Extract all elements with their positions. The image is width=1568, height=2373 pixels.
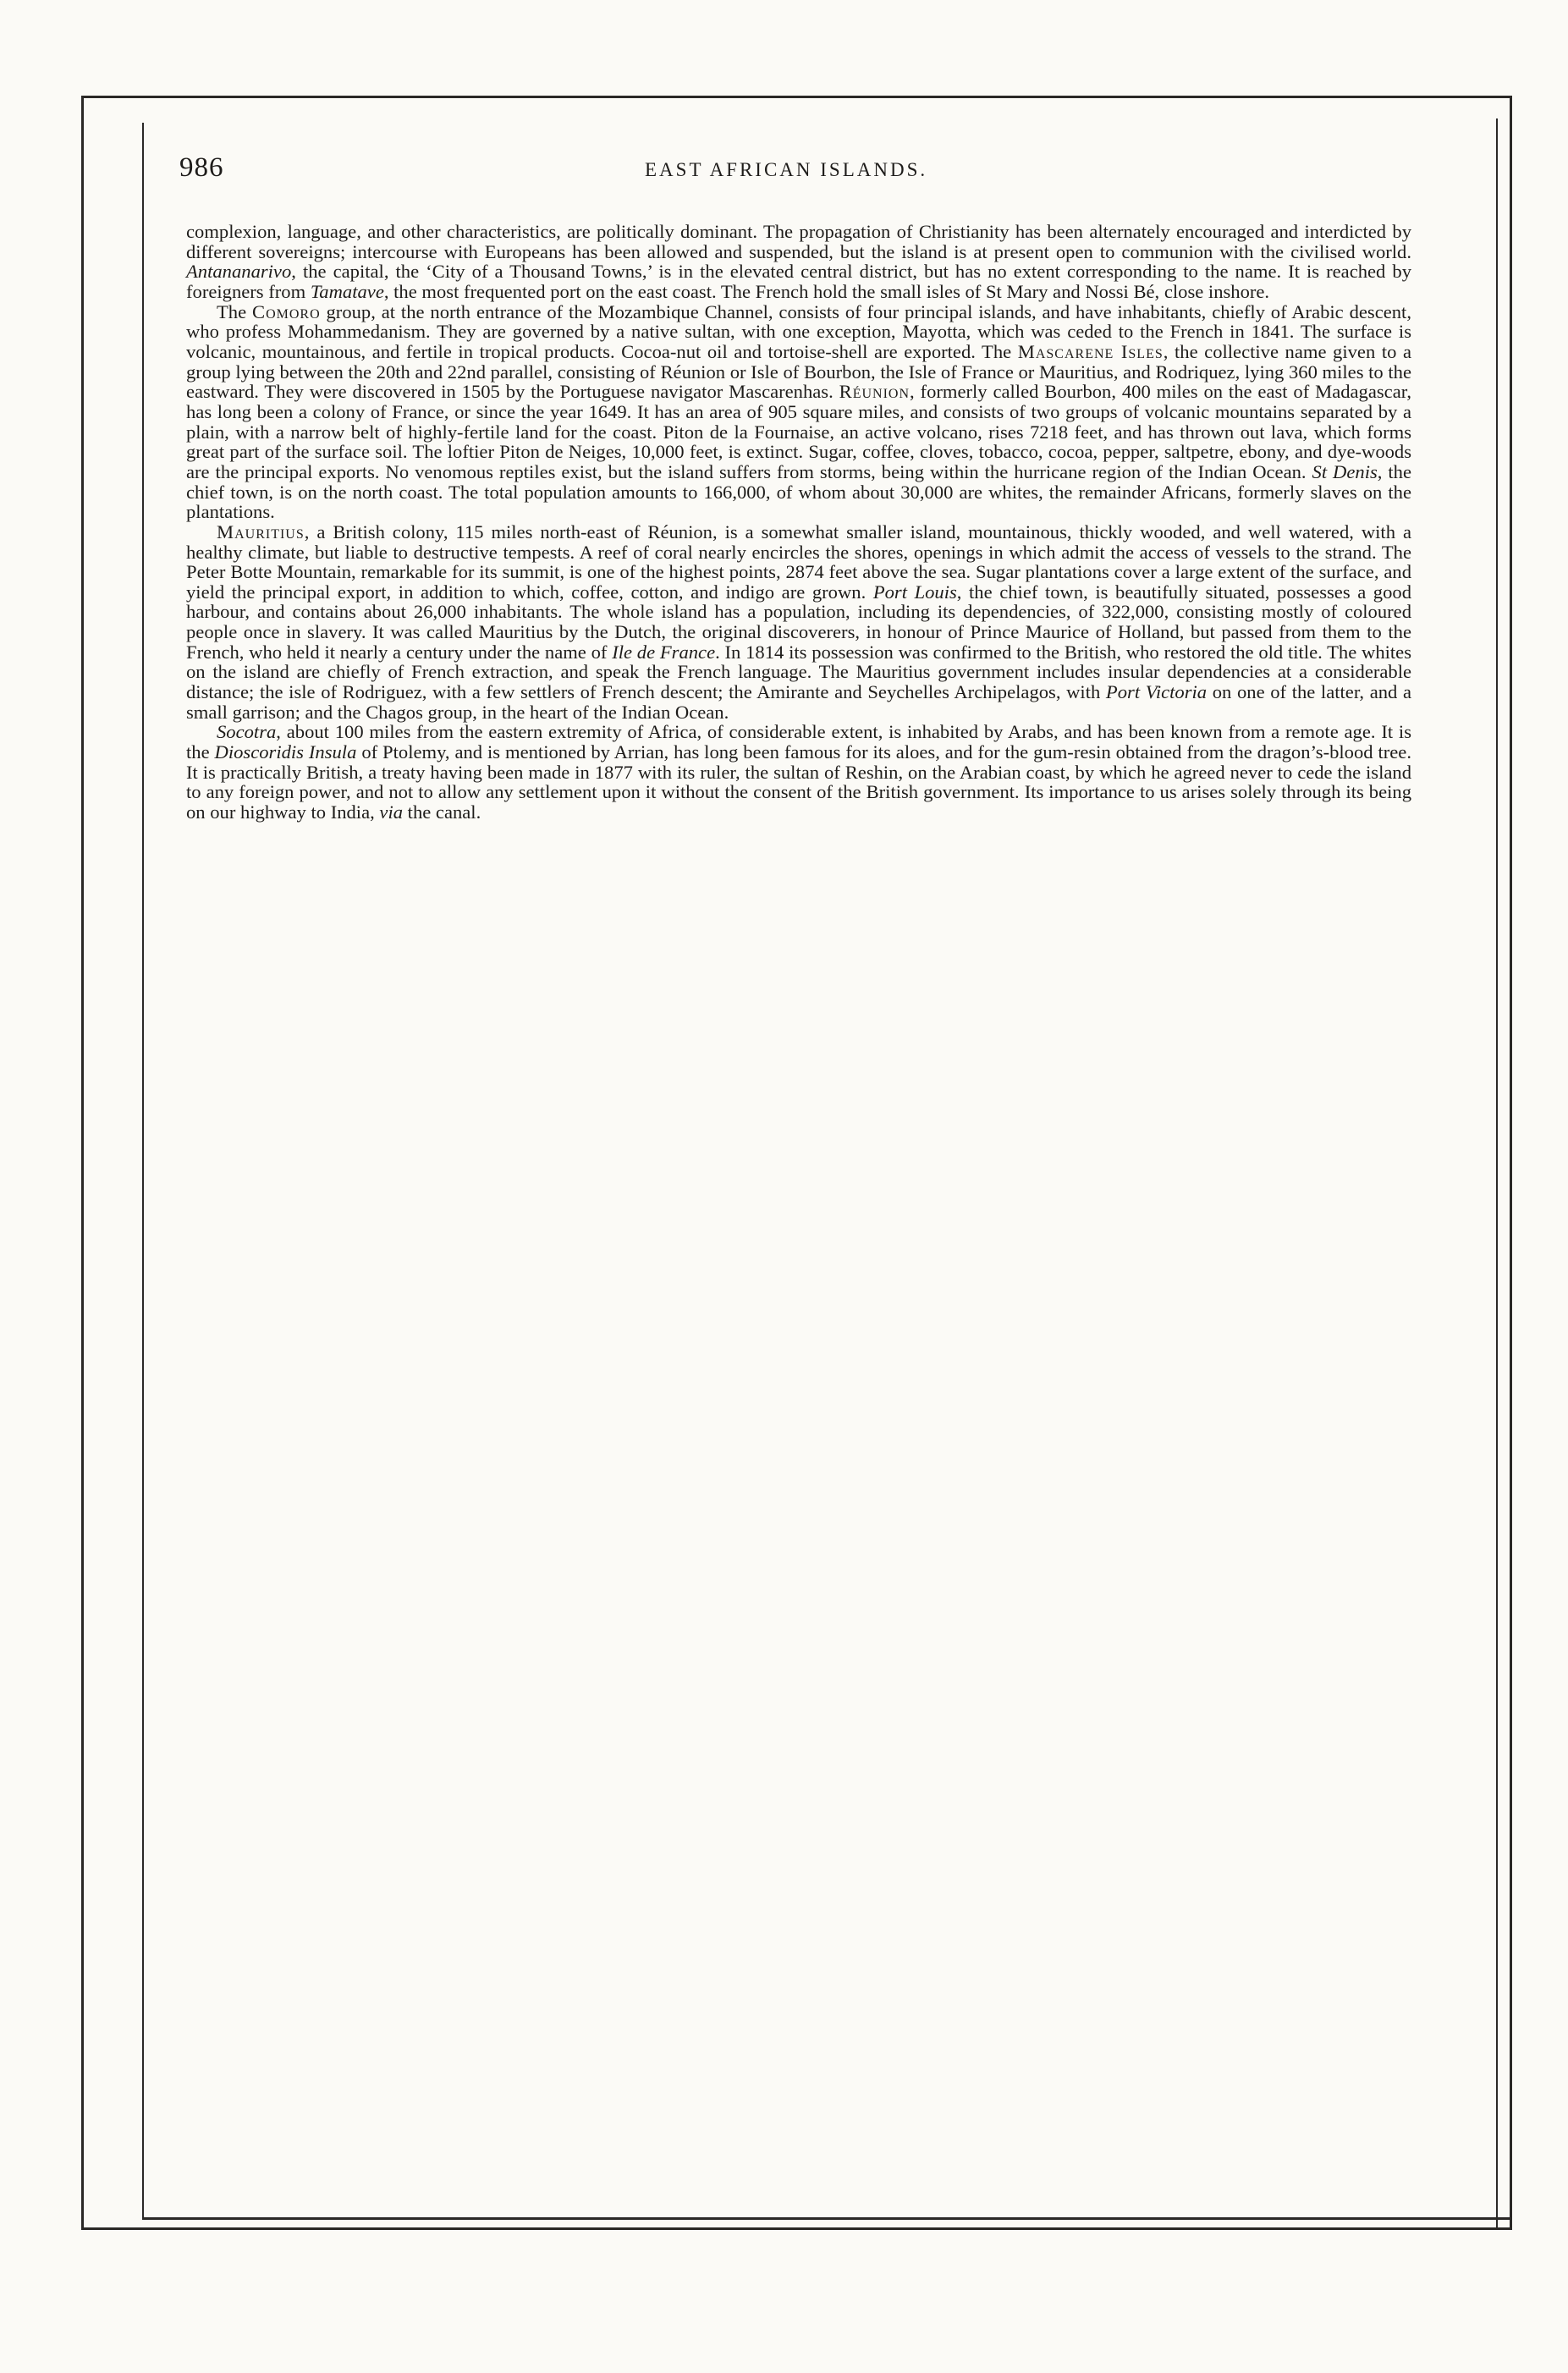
- place-name-dioscoridis-insula: Dioscoridis Insula: [214, 741, 357, 763]
- text-run: . In 1814 its possession was confirmed to the British, who restored the old title. The whites on the island are chiefly of French extraction, and speak the French language. The Mauritius government includes insular dependencies at a considerable distance; the isle of Rodriguez, with a few settlers of French descent; the Amirante and Seychelles Archipelagos, with: [186, 641, 1411, 703]
- place-name-tamatave: Tamatave: [310, 280, 384, 302]
- text-run: , the capital, the ‘City of a Thousand Towns,’ is in the elevated central district, but has no extent corresponding to the name. It is reached by foreigners from: [186, 261, 1411, 302]
- place-name-port-louis: Port Louis: [872, 581, 957, 603]
- page-border-right-rule: [1496, 118, 1498, 2230]
- place-name-ile-de-france: Ile de France: [612, 641, 716, 663]
- heading-comoro: Comoro: [252, 300, 321, 322]
- heading-reunion: Réunion: [839, 381, 911, 403]
- text-run: group, at the north entrance of the Mozambique Channel, consists of four principal islands, and have inhabitants, chiefly of Arabic descent, who profess Mohammedanism. They are governed by a native sultan, with one exception, Mayotta, which was ceded to the French in 1841. The surface is volcanic, mountainous, and fertile in tropical products. Cocoa-nut oil and tortoise-shell are exported. The: [186, 300, 1411, 362]
- text-run: , the most frequented port on the east coast. The French hold the small isles of St Mary and Nossi Bé, close inshore.: [383, 280, 1270, 302]
- text-run: , the chief town, is on the north coast. The total population amounts to 166,000, of whom about 30,000 are whites, the remainder Africans, formerly slaves on the plantations.: [186, 460, 1411, 523]
- body-text: [186, 222, 1411, 823]
- page-header: [179, 152, 1449, 195]
- word-via: via: [379, 801, 404, 823]
- paragraph-comoro-mascarene: [186, 302, 1411, 522]
- text-run: the canal.: [403, 801, 481, 823]
- text-run: , the chief town, is beautifully situated, possesses a good harbour, and contains about 26,000 inhabitants. The whole island has a population, including its dependencies, of 322,000, consisting mostly of coloured people once in slavery. It was called Mauritius by the Dutch, the original discoverers, in honour of Prince Maurice of Holland, but passed from them to the French, who held it nearly a century under the name of: [186, 581, 1411, 663]
- heading-mascarene-isles: Mascarene Isles: [1017, 340, 1164, 362]
- heading-mauritius: Mauritius: [217, 520, 305, 542]
- text-run: , the collective name given to a group lying between the 20th and 22nd parallel, consisting of Réunion or Isle of Bourbon, the Isle of France or Mauritius, and Rodriquez, lying 360 miles to the eastward. They were discovered in 1505 by the Portuguese navigator Mascarenhas.: [186, 340, 1412, 403]
- text-run: complexion, language, and other characteristics, are politically dominant. The propagation of Christianity has been alternately encouraged and interdicted by different sovereigns; intercourse with Europeans has been allowed and suspended, but the island is at present open to communion with the civilised world.: [186, 221, 1411, 262]
- text-run: on one of the latter, and a small garrison; and the Chagos group, in the heart of the Indian Ocean.: [186, 681, 1412, 723]
- place-name-port-victoria: Port Victoria: [1105, 681, 1208, 703]
- text-run: , a British colony, 115 miles north-east of Réunion, is a somewhat smaller island, mountainous, thickly wooded, and well watered, with a healthy climate, but liable to destructive tempests. A reef of coral nearly encircles the shores, openings in which admit the access of vessels to the strand. The Peter Botte Mountain, remarkable for its summit, is one of the highest points, 2874 feet above the sea. Sugar plantations cover a large extent of the surface, and yield the principal export, in addition to which, coffee, cotton, and indigo are grown.: [186, 520, 1411, 603]
- place-name-antananarivo: Antananarivo: [186, 261, 292, 283]
- paragraph-mauritius: [186, 522, 1411, 723]
- running-head: EAST AFRICAN ISLANDS.: [645, 159, 928, 180]
- place-name-socotra: Socotra: [217, 721, 277, 743]
- text-run: , formerly called Bourbon, 400 miles on the east of Madagascar, has long been a colony of France, or since the year 1649. It has an area of 905 square miles, and consists of two groups of volcanic mountains separated by a plain, with a narrow belt of highly-fertile land for the coast. Piton de la Fournaise, an active volcano, rises 7218 feet, and has thrown out lava, which forms great part of the surface soil. The loftier Piton de Neiges, 10,000 feet, is extinct. Sugar, coffee, cloves, tobacco, cocoa, pepper, saltpetre, ebony, and dye-woods are the principal exports. No venomous reptiles exist, but the island suffers from storms, being within the hurricane region of the Indian Ocean.: [186, 381, 1411, 482]
- paragraph-madagascar-continued: [186, 222, 1411, 302]
- place-name-st-denis: St Denis: [1312, 460, 1378, 482]
- paragraph-socotra: [186, 722, 1411, 822]
- text-run: , about 100 miles from the eastern extremity of Africa, of considerable extent, is inhabited by Arabs, and has been known from a remote age. It is the: [186, 721, 1411, 763]
- text-run: of Ptolemy, and is mentioned by Arrian, has long been famous for its aloes, and for the gum-resin obtained from the dragon’s-blood tree. It is practically British, a treaty having been made in 1877 with its ruler, the sultan of Reshin, on the Arabian coast, by which he agreed never to cede the island to any foreign power, and not to allow any settlement upon it without the consent of the British government. Its importance to us arises solely through its being on our highway to India,: [186, 741, 1411, 823]
- page-number: 986: [179, 152, 224, 183]
- text-run: The: [217, 300, 252, 322]
